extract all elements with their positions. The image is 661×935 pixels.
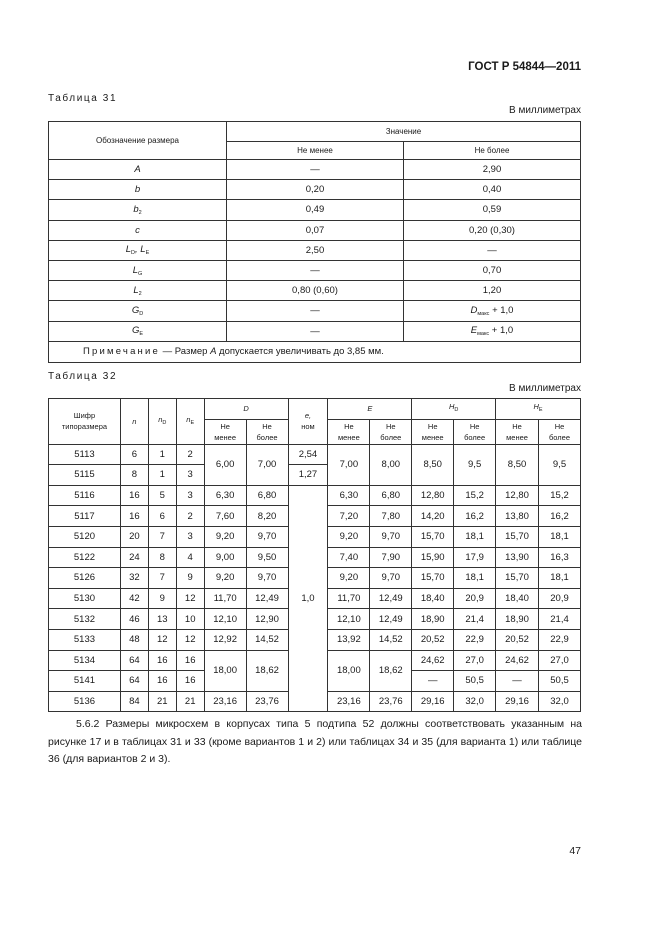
cell-emin: 12,10 bbox=[328, 609, 370, 630]
dimension-name bbox=[49, 200, 227, 220]
cell-n: 16 bbox=[120, 485, 148, 506]
dimension-subscript: D bbox=[131, 250, 136, 257]
cell-n: 48 bbox=[120, 629, 148, 650]
dimension-name bbox=[49, 321, 227, 341]
value-max-main: — bbox=[487, 244, 497, 256]
value-max-main: 0,40 bbox=[482, 184, 502, 196]
cell-emax: 7,90 bbox=[370, 547, 412, 568]
value-max-main: 0,59 bbox=[482, 204, 502, 216]
dimension-name bbox=[49, 301, 227, 321]
cell-dmin: 23,16 bbox=[204, 691, 246, 712]
cell-dmin: 12,92 bbox=[204, 629, 246, 650]
cell-dmin: 9,00 bbox=[204, 547, 246, 568]
col-header-value: Значение bbox=[227, 122, 581, 142]
cell-hemin: 15,70 bbox=[496, 526, 539, 547]
value-max-tail: + 1,0 bbox=[489, 325, 514, 337]
dimension-subscript: 2 bbox=[138, 209, 142, 216]
dimension-symbol: b bbox=[134, 184, 141, 196]
col-header-hd-max bbox=[454, 419, 496, 444]
value-max-main: D bbox=[470, 304, 478, 316]
col-header-e: E bbox=[328, 399, 412, 420]
value-max-tail: + 1,0 bbox=[489, 304, 514, 316]
page-number: 47 bbox=[569, 845, 581, 857]
cell-dmin: 18,00 bbox=[204, 650, 246, 691]
cell-code: 5122 bbox=[49, 547, 121, 568]
cell-hdmax: 21,4 bbox=[454, 609, 496, 630]
dimension-name bbox=[49, 180, 227, 200]
cell-dmin: 6,30 bbox=[204, 485, 246, 506]
dimension-symbol: L bbox=[133, 284, 139, 296]
header-word-2: менее bbox=[506, 432, 528, 442]
cell-hemin: 18,40 bbox=[496, 588, 539, 609]
cell-nd: 1 bbox=[148, 465, 176, 486]
cell-hemin: 24,62 bbox=[496, 650, 539, 671]
cell-e: 1,0 bbox=[288, 485, 328, 712]
dimension-subscript-2: E bbox=[145, 250, 150, 257]
cell-nd: 7 bbox=[148, 526, 176, 547]
table-31-note: Примечание — Размер A допускается увеличивать до 3,85 мм. bbox=[49, 341, 581, 362]
header-word-2: более bbox=[256, 432, 278, 442]
cell-hemin: 29,16 bbox=[496, 691, 539, 712]
col-header-min: Не менее bbox=[227, 142, 404, 160]
col-header-d-min bbox=[204, 419, 246, 444]
table-row bbox=[49, 281, 581, 301]
cell-ne: 4 bbox=[176, 547, 204, 568]
cell-code: 5134 bbox=[49, 650, 121, 671]
table-31-caption: Таблица 31 bbox=[48, 93, 118, 104]
cell-nd: 7 bbox=[148, 568, 176, 589]
header-word-1: Не bbox=[512, 421, 522, 431]
col-header-he: $H_E$ bbox=[496, 399, 581, 420]
col-header-hd: $H_D$ bbox=[412, 399, 496, 420]
value-min: — bbox=[227, 260, 404, 280]
cell-hdmax: 32,0 bbox=[454, 691, 496, 712]
dimension-name bbox=[49, 160, 227, 180]
cell-ne: 3 bbox=[176, 465, 204, 486]
cell-dmax: 12,49 bbox=[246, 588, 288, 609]
cell-n: 32 bbox=[120, 568, 148, 589]
cell-n: 16 bbox=[120, 506, 148, 527]
dimension-symbol: L bbox=[125, 244, 132, 256]
dimension-name bbox=[49, 260, 227, 280]
header-word-1: Не bbox=[344, 421, 354, 431]
cell-ne: 10 bbox=[176, 609, 204, 630]
table-row bbox=[49, 260, 581, 280]
cell-emin: 13,92 bbox=[328, 629, 370, 650]
header-word-2: менее bbox=[421, 432, 444, 442]
cell-hdmin: 15,90 bbox=[412, 547, 454, 568]
cell-emax: 14,52 bbox=[370, 629, 412, 650]
value-max-subscript: макс bbox=[477, 310, 490, 317]
dimension-subscript: 2 bbox=[138, 290, 142, 297]
cell-code: 5141 bbox=[49, 671, 121, 692]
cell-code: 5113 bbox=[49, 444, 121, 465]
cell-nd: 16 bbox=[148, 671, 176, 692]
col-header-max: Не более bbox=[404, 142, 581, 160]
cell-dmax: 12,90 bbox=[246, 609, 288, 630]
cell-hemax: 21,4 bbox=[539, 609, 581, 630]
cell-hdmax: 20,9 bbox=[454, 588, 496, 609]
cell-n: 46 bbox=[120, 609, 148, 630]
cell-emin: 23,16 bbox=[328, 691, 370, 712]
cell-dmax: 9,70 bbox=[246, 526, 288, 547]
cell-code: 5115 bbox=[49, 465, 121, 486]
cell-ne: 12 bbox=[176, 629, 204, 650]
cell-hemax: 16,2 bbox=[539, 506, 581, 527]
dimension-name: $L_D$, $L_E$ bbox=[49, 240, 227, 260]
cell-ne: 2 bbox=[176, 506, 204, 527]
cell-n: 64 bbox=[120, 650, 148, 671]
cell-hdmin: 18,90 bbox=[412, 609, 454, 630]
value-max bbox=[404, 281, 581, 301]
cell-code: 5120 bbox=[49, 526, 121, 547]
value-max bbox=[404, 220, 581, 240]
cell-emax: 12,49 bbox=[370, 588, 412, 609]
header-word-2: менее bbox=[214, 432, 237, 442]
cell-hdmax: 18,1 bbox=[454, 526, 496, 547]
cell-hemax: 22,9 bbox=[539, 629, 581, 650]
cell-emin: 11,70 bbox=[328, 588, 370, 609]
table-32 bbox=[48, 398, 581, 712]
cell-nd: 6 bbox=[148, 506, 176, 527]
col-header-n: n bbox=[120, 399, 148, 445]
cell-nd: 8 bbox=[148, 547, 176, 568]
cell-hemax: 50,5 bbox=[539, 671, 581, 692]
value-max-main: 1,20 bbox=[482, 285, 502, 297]
cell-emax: 8,00 bbox=[370, 444, 412, 485]
cell-ne: 21 bbox=[176, 691, 204, 712]
cell-e: 2,54 bbox=[288, 444, 328, 465]
cell-n: 84 bbox=[120, 691, 148, 712]
dimension-name bbox=[49, 281, 227, 301]
table-32-unit: В миллиметрах bbox=[509, 383, 581, 394]
cell-hdmin: 15,70 bbox=[412, 568, 454, 589]
table-row bbox=[49, 240, 581, 260]
cell-ne: 16 bbox=[176, 671, 204, 692]
col-header-d: D bbox=[204, 399, 288, 420]
col-header-he-max bbox=[539, 419, 581, 444]
cell-hdmin: 12,80 bbox=[412, 485, 454, 506]
table-32-caption: Таблица 32 bbox=[48, 371, 118, 382]
value-max-main: 0,20 (0,30) bbox=[469, 224, 515, 236]
value-max-main: E bbox=[470, 325, 478, 337]
cell-hemax: 9,5 bbox=[539, 444, 581, 485]
cell-hdmax: 27,0 bbox=[454, 650, 496, 671]
col-header-nd: $n_D$ bbox=[148, 399, 176, 445]
cell-n: 64 bbox=[120, 671, 148, 692]
cell-code: 5117 bbox=[49, 506, 121, 527]
cell-ne: 12 bbox=[176, 588, 204, 609]
col-header-code: Шифр типоразмера bbox=[49, 399, 121, 445]
value-min: — bbox=[227, 321, 404, 341]
table-row bbox=[49, 200, 581, 220]
cell-hemin: 13,80 bbox=[496, 506, 539, 527]
cell-hdmin: 8,50 bbox=[412, 444, 454, 485]
cell-dmax: 9,70 bbox=[246, 568, 288, 589]
cell-hdmax: 16,2 bbox=[454, 506, 496, 527]
cell-emin: 9,20 bbox=[328, 526, 370, 547]
table-row bbox=[49, 301, 581, 321]
dimension-symbol-2: L bbox=[140, 244, 146, 256]
cell-dmin: 9,20 bbox=[204, 568, 246, 589]
cell-dmax: 14,52 bbox=[246, 629, 288, 650]
value-max bbox=[404, 260, 581, 280]
cell-dmin: 12,10 bbox=[204, 609, 246, 630]
cell-hemax: 20,9 bbox=[539, 588, 581, 609]
cell-n: 20 bbox=[120, 526, 148, 547]
cell-dmax: 23,76 bbox=[246, 691, 288, 712]
cell-nd: 5 bbox=[148, 485, 176, 506]
cell-emin: 7,00 bbox=[328, 444, 370, 485]
cell-hdmin: — bbox=[412, 671, 454, 692]
cell-nd: 9 bbox=[148, 588, 176, 609]
cell-hemax: 18,1 bbox=[539, 526, 581, 547]
value-max bbox=[404, 200, 581, 220]
cell-ne: 3 bbox=[176, 526, 204, 547]
cell-hdmin: 14,20 bbox=[412, 506, 454, 527]
cell-hemin: 15,70 bbox=[496, 568, 539, 589]
value-max-main: 2,90 bbox=[482, 164, 502, 176]
dimension-symbol: A bbox=[134, 164, 141, 176]
cell-hemin: 20,52 bbox=[496, 629, 539, 650]
value-min: 0,80 (0,60) bbox=[227, 281, 404, 301]
col-header-d-max bbox=[246, 419, 288, 444]
cell-hemax: 16,3 bbox=[539, 547, 581, 568]
value-min: 0,49 bbox=[227, 200, 404, 220]
cell-dmin: 6,00 bbox=[204, 444, 246, 485]
col-header-hd-min bbox=[412, 419, 454, 444]
standard-code: ГОСТ Р 54844—2011 bbox=[468, 61, 581, 73]
cell-code: 5116 bbox=[49, 485, 121, 506]
cell-dmax: 8,20 bbox=[246, 506, 288, 527]
cell-ne: 2 bbox=[176, 444, 204, 465]
dimension-symbol: c bbox=[135, 224, 140, 236]
cell-ne: 16 bbox=[176, 650, 204, 671]
cell-hemax: 18,1 bbox=[539, 568, 581, 589]
col-header-designation: Обозначение размера bbox=[49, 122, 227, 160]
cell-emax: 23,76 bbox=[370, 691, 412, 712]
cell-dmin: 11,70 bbox=[204, 588, 246, 609]
paragraph-5-6-2: 5.6.2 Размеры микросхем в корпусах типа 5 подтипа 52 должны соответствовать указанным на рисунке 17 и в таблицах 31 и 33 (кроме вариантов 1 и 2) или таблицах 34 и 35 (для варианта 1) или таблице 36 (для вариантов 2 и 3). bbox=[48, 718, 582, 765]
cell-code: 5133 bbox=[49, 629, 121, 650]
cell-nd: 1 bbox=[148, 444, 176, 465]
cell-hemax: 27,0 bbox=[539, 650, 581, 671]
table-31-unit: В миллиметрах bbox=[509, 105, 581, 116]
dimension-symbol: G bbox=[131, 325, 140, 337]
cell-n: 8 bbox=[120, 465, 148, 486]
value-min: 0,20 bbox=[227, 180, 404, 200]
cell-hemin: 18,90 bbox=[496, 609, 539, 630]
value-max bbox=[404, 180, 581, 200]
cell-emin: 18,00 bbox=[328, 650, 370, 691]
cell-dmax: 9,50 bbox=[246, 547, 288, 568]
header-word-1: Не bbox=[554, 421, 565, 431]
cell-hdmax: 15,2 bbox=[454, 485, 496, 506]
value-min: — bbox=[227, 301, 404, 321]
cell-hemin: — bbox=[496, 671, 539, 692]
dimension-subscript: E bbox=[139, 331, 144, 338]
cell-hdmin: 20,52 bbox=[412, 629, 454, 650]
cell-hdmin: 18,40 bbox=[412, 588, 454, 609]
table-row bbox=[49, 220, 581, 240]
cell-nd: 21 bbox=[148, 691, 176, 712]
table-31 bbox=[48, 121, 581, 363]
cell-emax: 9,70 bbox=[370, 568, 412, 589]
cell-n: 42 bbox=[120, 588, 148, 609]
header-word-2: более bbox=[548, 432, 571, 442]
dimension-subscript: D bbox=[139, 310, 144, 317]
cell-hemin: 13,90 bbox=[496, 547, 539, 568]
table-row bbox=[49, 485, 581, 506]
value-min: 2,50 bbox=[227, 240, 404, 260]
value-max bbox=[404, 160, 581, 180]
table-row bbox=[49, 444, 581, 465]
cell-hemax: 15,2 bbox=[539, 485, 581, 506]
header-word-1: Не bbox=[262, 421, 272, 431]
col-header-e-min bbox=[328, 419, 370, 444]
dimension-subscript: G bbox=[138, 270, 143, 277]
cell-hdmax: 17,9 bbox=[454, 547, 496, 568]
table-row bbox=[49, 160, 581, 180]
cell-code: 5136 bbox=[49, 691, 121, 712]
cell-hdmin: 29,16 bbox=[412, 691, 454, 712]
cell-dmin: 7,60 bbox=[204, 506, 246, 527]
cell-hdmax: 50,5 bbox=[454, 671, 496, 692]
dimension-symbol: b bbox=[133, 203, 139, 215]
cell-n: 24 bbox=[120, 547, 148, 568]
cell-hdmax: 18,1 bbox=[454, 568, 496, 589]
col-header-ne: $n_E$ bbox=[176, 399, 204, 445]
cell-emax: 9,70 bbox=[370, 526, 412, 547]
header-word-1: Не bbox=[220, 421, 230, 431]
cell-hemin: 12,80 bbox=[496, 485, 539, 506]
value-max-subscript: макс bbox=[477, 331, 490, 338]
cell-emin: 9,20 bbox=[328, 568, 370, 589]
header-word-2: более bbox=[380, 432, 402, 442]
cell-dmin: 9,20 bbox=[204, 526, 246, 547]
cell-hdmax: 9,5 bbox=[454, 444, 496, 485]
header-word-1: Не bbox=[385, 421, 396, 431]
cell-nd: 12 bbox=[148, 629, 176, 650]
cell-emin: 7,40 bbox=[328, 547, 370, 568]
cell-emax: 18,62 bbox=[370, 650, 412, 691]
table-row bbox=[49, 321, 581, 341]
dimension-name bbox=[49, 220, 227, 240]
value-min: 0,07 bbox=[227, 220, 404, 240]
cell-emin: 6,30 bbox=[328, 485, 370, 506]
cell-code: 5130 bbox=[49, 588, 121, 609]
header-word-1: Не bbox=[469, 421, 480, 431]
col-header-e-max bbox=[370, 419, 412, 444]
cell-emin: 7,20 bbox=[328, 506, 370, 527]
cell-code: 5126 bbox=[49, 568, 121, 589]
value-min: — bbox=[227, 160, 404, 180]
header-word-2: более bbox=[464, 432, 486, 442]
header-word-1: Не bbox=[427, 421, 438, 431]
cell-nd: 16 bbox=[148, 650, 176, 671]
cell-hemax: 32,0 bbox=[539, 691, 581, 712]
cell-n: 6 bbox=[120, 444, 148, 465]
cell-dmax: 6,80 bbox=[246, 485, 288, 506]
cell-dmax: 18,62 bbox=[246, 650, 288, 691]
cell-hdmin: 24,62 bbox=[412, 650, 454, 671]
table-row bbox=[49, 180, 581, 200]
value-max-main: 0,70 bbox=[482, 265, 502, 277]
col-header-e-nom: e, ном bbox=[288, 399, 328, 445]
cell-nd: 13 bbox=[148, 609, 176, 630]
cell-emax: 7,80 bbox=[370, 506, 412, 527]
cell-code: 5132 bbox=[49, 609, 121, 630]
dimension-symbol: L bbox=[132, 264, 138, 276]
header-word-2: менее bbox=[337, 432, 360, 442]
cell-emax: 6,80 bbox=[370, 485, 412, 506]
cell-hemin: 8,50 bbox=[496, 444, 539, 485]
cell-e: 1,27 bbox=[288, 465, 328, 486]
cell-dmax: 7,00 bbox=[246, 444, 288, 485]
cell-ne: 9 bbox=[176, 568, 204, 589]
cell-emax: 12,49 bbox=[370, 609, 412, 630]
col-header-he-min bbox=[496, 419, 539, 444]
cell-hdmin: 15,70 bbox=[412, 526, 454, 547]
cell-hdmax: 22,9 bbox=[454, 629, 496, 650]
value-max bbox=[404, 321, 581, 341]
value-max bbox=[404, 240, 581, 260]
dimension-symbol: G bbox=[131, 304, 140, 316]
value-max bbox=[404, 301, 581, 321]
cell-ne: 3 bbox=[176, 485, 204, 506]
